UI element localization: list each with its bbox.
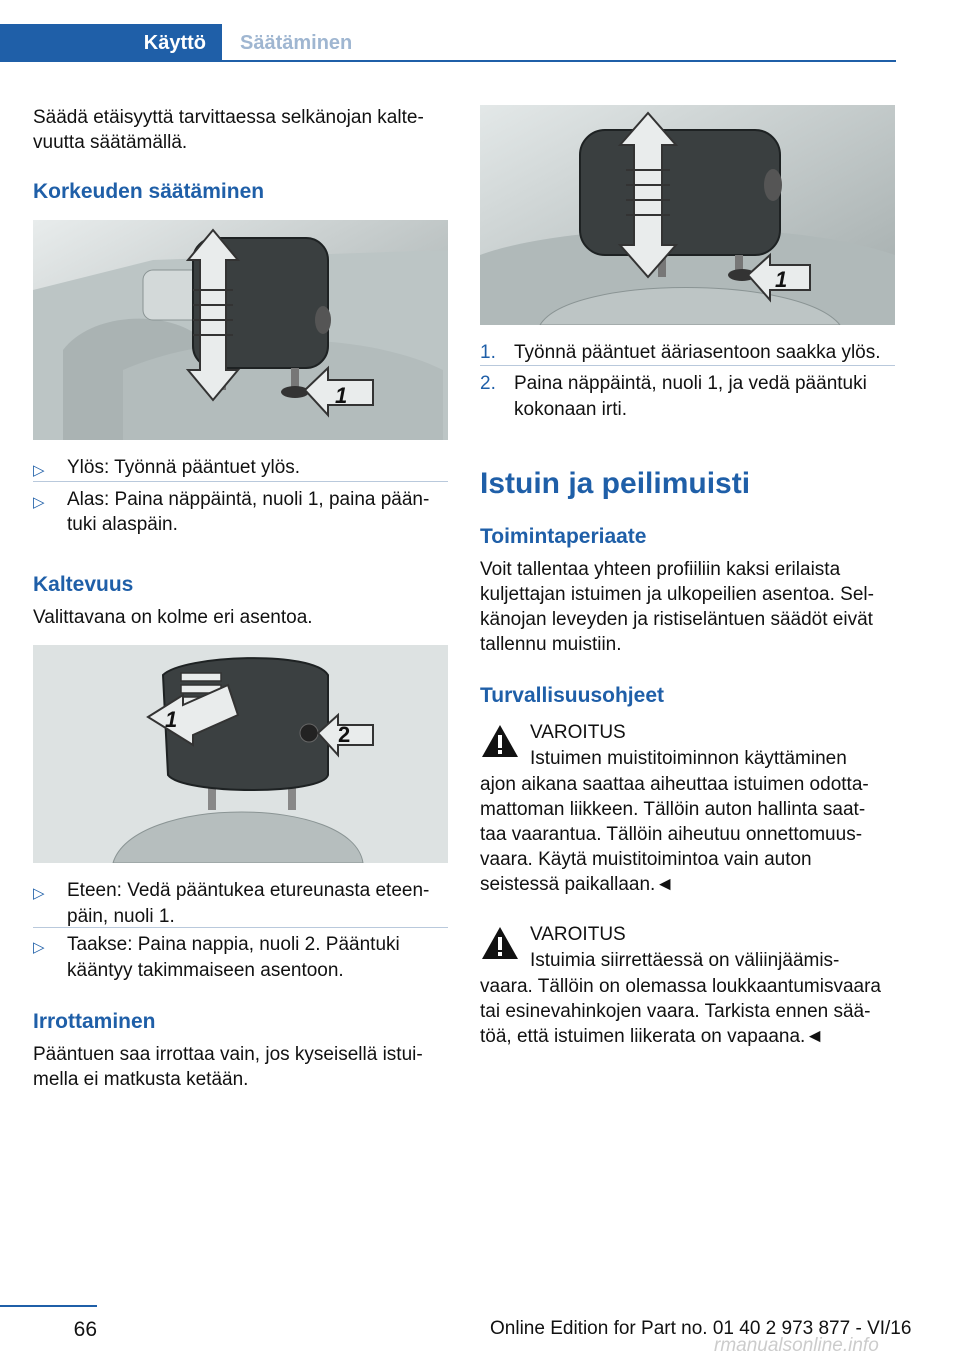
warning-2-first-line: Istuimia siirrettäessä on väliinjäämis- [530, 950, 840, 971]
step-2 [480, 371, 900, 423]
header-rule [0, 60, 896, 62]
warning-line: seistessä paikallaan.◄ [480, 874, 675, 895]
remove-heading: Irrottaminen [33, 1010, 156, 1033]
footer-rule [0, 1305, 97, 1307]
safety-heading: Turvallisuusohjeet [480, 684, 664, 707]
list-item-text: Alas: Paina näppäintä, nuoli 1, paina pään- [67, 489, 430, 510]
intro-paragraph [33, 105, 453, 155]
warning-2-title: VAROITUS [530, 924, 626, 945]
step-text: Paina näppäintä, nuoli 1, ja vedä pääntuki [514, 373, 867, 394]
arrow-1-label: 1 [775, 267, 788, 292]
remove-paragraph [33, 1042, 423, 1092]
warning-line: vaara. Tällöin on olemassa loukkaantumisvaara [480, 976, 881, 997]
warning-line: töä, että istuimen liikerata on vapaana.◄ [480, 1026, 825, 1047]
warning-triangle-icon [480, 925, 520, 961]
principle-line: tallennu muistiin. [480, 634, 622, 655]
triangle-bullet-icon: ▷ [33, 885, 45, 902]
remove-line: Pääntuen saa irrottaa vain, jos kyseisellä istui- [33, 1044, 423, 1065]
headrest-removal-figure [480, 105, 895, 325]
arrow-2-label: 2 [338, 722, 351, 747]
arrow-1-label: 1 [335, 383, 348, 408]
warning-1-title: VAROITUS [530, 722, 626, 743]
warning-line: ajon aikana saattaa aiheuttaa istuimen odotta- [480, 774, 869, 795]
intro-line: vuutta säätämällä. [33, 132, 188, 153]
step-text: kokonaan irti. [514, 399, 628, 420]
list-item-text: Eteen: Vedä pääntukea etureunasta eteen- [67, 880, 430, 901]
list-item-back [33, 932, 453, 984]
principle-heading: Toimintaperiaate [480, 525, 647, 548]
list-item-down [33, 487, 453, 539]
warning-2-body [480, 974, 900, 1049]
step-number: 1. [480, 342, 496, 363]
principle-paragraph [480, 557, 900, 657]
warning-triangle-icon [480, 723, 520, 759]
warning-line: vaara. Käytä muistitoimintoa vain auton [480, 849, 812, 870]
watermark: rmanualsonline.info [714, 1335, 879, 1356]
divider [33, 481, 448, 482]
step-number: 2. [480, 373, 496, 394]
list-item-forward [33, 878, 453, 930]
divider [480, 365, 895, 366]
principle-line: Voit tallentaa yhteen profiiliin kaksi erilaista [480, 559, 841, 580]
warning-1-body [480, 772, 900, 897]
list-item-text: tuki alaspäin. [67, 514, 178, 535]
arrow-1-label: 1 [165, 707, 178, 732]
triangle-bullet-icon: ▷ [33, 939, 45, 956]
height-heading: Korkeuden säätäminen [33, 180, 265, 203]
warning-1-first-line: Istuimen muistitoiminnon käyttäminen [530, 748, 847, 769]
section-title: Istuin ja peilimuisti [480, 467, 751, 500]
remove-line: mella ei matkusta ketään. [33, 1069, 249, 1090]
tilt-heading: Kaltevuus [33, 573, 134, 596]
intro-line: Säädä etäisyyttä tarvittaessa selkänojan kalte- [33, 107, 424, 128]
list-item-up [33, 455, 453, 481]
principle-line: känojan leveyden ja ristiseläntuen säädöt eivät [480, 609, 873, 630]
headrest-tilt-figure [33, 645, 448, 863]
warning-line: mattoman liikkeen. Tällöin auton hallinta saat- [480, 799, 866, 820]
list-item-text: päin, nuoli 1. [67, 906, 175, 927]
edition-text: Online Edition for Part no. 01 40 2 973 877 - VI/16 [490, 1318, 912, 1339]
step-1 [480, 340, 900, 366]
list-item-text: Taakse: Paina nappia, nuoli 2. Pääntuki [67, 934, 400, 955]
triangle-bullet-icon: ▷ [33, 494, 45, 511]
tab-kaytto: Käyttö [0, 24, 222, 62]
principle-line: kuljettajan istuimen ja ulkopeilien asentoa. Sel- [480, 584, 874, 605]
page-number: 66 [73, 1318, 97, 1341]
list-item-text: Ylös: Työnnä pääntuet ylös. [67, 457, 301, 478]
headrest-height-figure [33, 220, 448, 440]
warning-line: taa vaarantua. Tällöin aiheutuu onnettomuus- [480, 824, 863, 845]
tilt-text: Valittavana on kolme eri asentoa. [33, 607, 313, 628]
step-text: Työnnä pääntuet ääriasentoon saakka ylös. [514, 342, 881, 363]
tab-saataminen: Säätäminen [240, 31, 353, 54]
list-item-text: kääntyy takimmaiseen asentoon. [67, 960, 344, 981]
divider [33, 927, 448, 928]
warning-line: tai esinevahinkojen vaara. Tarkista ennen sää- [480, 1001, 871, 1022]
triangle-bullet-icon: ▷ [33, 462, 45, 479]
